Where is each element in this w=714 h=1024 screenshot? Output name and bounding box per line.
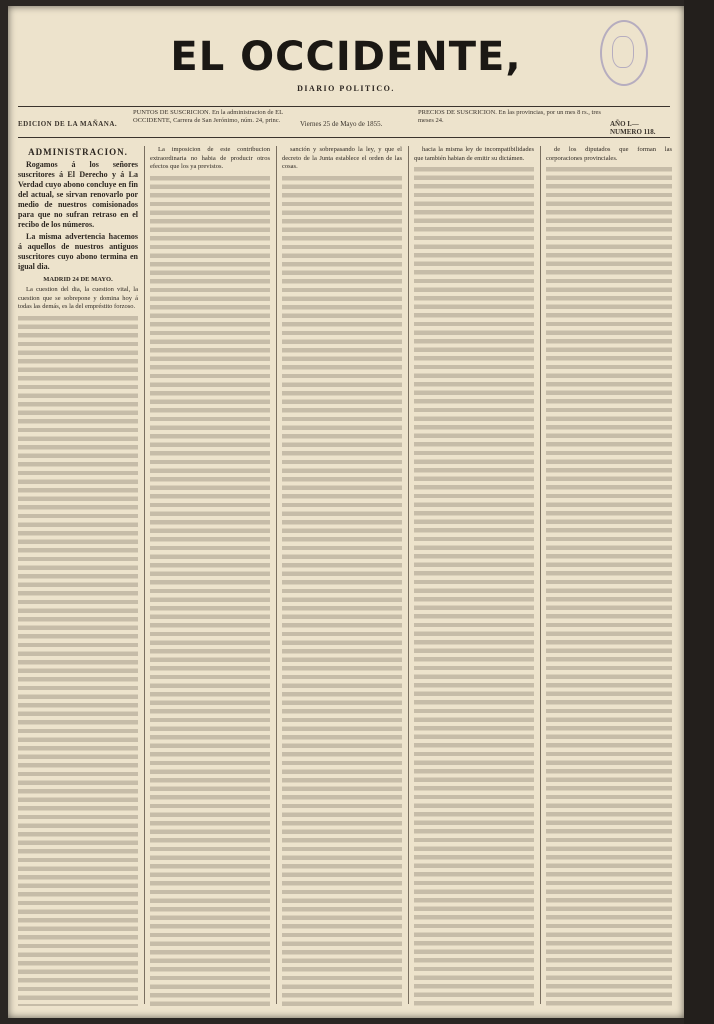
info-bar <box>18 106 670 138</box>
article-text-lines <box>282 174 402 1006</box>
article-text-lines <box>546 165 672 1006</box>
column-rule <box>144 146 145 1004</box>
column-3 <box>282 146 402 1006</box>
column-5 <box>546 146 672 1006</box>
column-rule <box>408 146 409 1004</box>
column-1 <box>18 146 138 1006</box>
issue-number: AÑO I.—NUMERO 118. <box>610 120 656 136</box>
issue-date: Viernes 25 de Mayo de 1855. <box>300 120 383 128</box>
column-4 <box>414 146 534 1006</box>
column-2 <box>150 146 270 1006</box>
article-paragraph: La cuestion del dia, la cuestion vital, la cuestion que se sobrepone y domina hoy á todas las demás, es la del empréstito forzoso. <box>18 286 138 311</box>
subscription-points: PUNTOS DE SUSCRICION. En la administracion de EL OCCIDENTE, Carrera de San Jerónimo, núm. 24, princ. <box>133 109 283 124</box>
section-heading: ADMINISTRACION. <box>28 147 128 157</box>
newspaper-page <box>8 6 684 1018</box>
article-paragraph: de los diputados que forman las corporaciones provinciales. <box>546 146 672 162</box>
article-text-lines <box>18 314 138 1006</box>
column-rule <box>276 146 277 1004</box>
notice-lead: Rogamos á los señores suscritores á El Derecho y á La Verdad cuyo abono concluye en fin del actual, se sirvan renovarlo por medio de nuestros comisionados para que no sufran retraso en el recibo de los números. <box>18 159 138 229</box>
article-paragraph: hacia la misma ley de incompatibilidades que también habian de emitir su dictámen. <box>414 146 534 162</box>
masthead-subtitle: DIARIO POLITICO. <box>297 84 395 93</box>
notice-text: La misma advertencia hacemos á aquellos de nuestros antiguos suscritores cuyo abono termina en igual dia. <box>18 231 138 271</box>
column-rule <box>540 146 541 1004</box>
article-paragraph: La imposicion de este contribucion extraordinaria no habia de producir otros efectos que los ya previstos. <box>150 146 270 171</box>
subscription-prices: PRECIOS DE SUSCRICION. En las provincias, por un mes 8 rs., tres meses 24. <box>418 109 601 124</box>
article-text-lines <box>414 165 534 1006</box>
page-edge <box>684 0 714 1024</box>
edition-label: EDICION DE LA MAÑANA. <box>18 120 118 128</box>
article-paragraph: sanción y sobrepasando la ley, y que el decreto de la Junta establece el orden de las cosas. <box>282 146 402 171</box>
article-text-lines <box>150 174 270 1006</box>
masthead-title: EL OCCIDENTE, <box>170 34 522 80</box>
dateline: MADRID 24 DE MAYO. <box>43 275 113 283</box>
